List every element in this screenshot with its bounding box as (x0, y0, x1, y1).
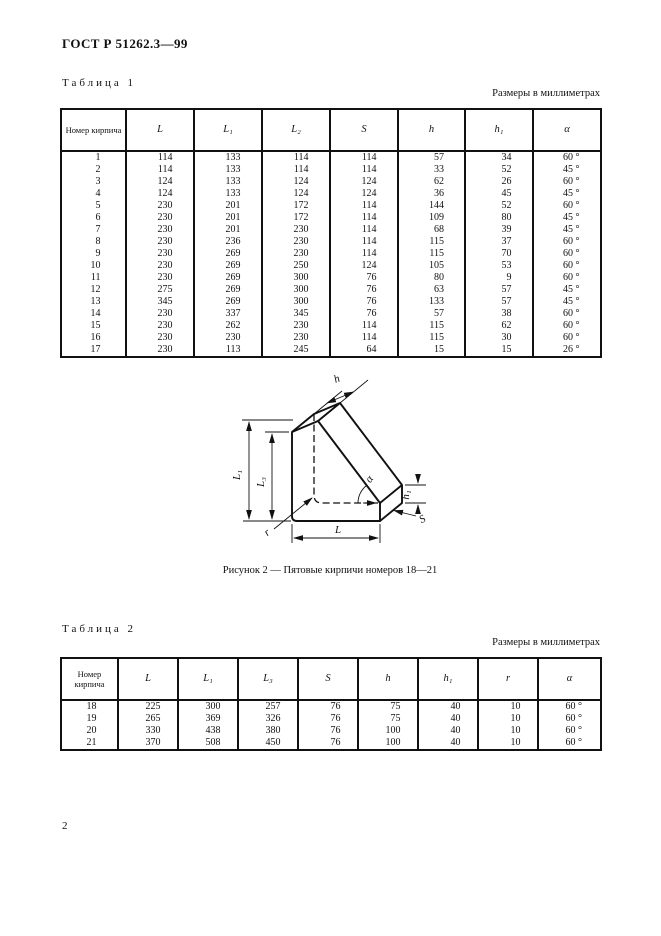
column-header: L₁ (178, 658, 238, 700)
table-cell: 30 (465, 332, 533, 344)
dim-label-h: h (332, 372, 342, 386)
table-cell: 60 ° (538, 737, 601, 750)
table-cell: 230 (126, 224, 194, 236)
table-cell: 60 ° (533, 272, 601, 284)
column-header: h₁ (418, 658, 478, 700)
table-cell: 100 (358, 737, 418, 750)
table-cell: 230 (126, 212, 194, 224)
table-cell: 300 (262, 296, 330, 308)
table-cell: 300 (262, 284, 330, 296)
table-cell: 26 ° (533, 344, 601, 357)
table-cell: 60 ° (533, 236, 601, 248)
table-cell: 21 (86, 737, 97, 748)
table-cell: 10 (90, 260, 101, 271)
table-cell: 265 (118, 713, 178, 725)
table-cell: 64 (330, 344, 398, 357)
table-cell: 124 (330, 176, 398, 188)
table-cell: 114 (126, 151, 194, 164)
table-cell: 75 (358, 713, 418, 725)
table-cell: 57 (465, 284, 533, 296)
table-cell: 15 (398, 344, 465, 357)
table-cell: 245 (262, 344, 330, 357)
table2-units-note: Размеры в миллиметрах (492, 637, 600, 648)
table-cell: 60 ° (533, 151, 601, 164)
table-cell: 269 (194, 260, 262, 272)
table-cell: 109 (398, 212, 465, 224)
column-header: h₁ (465, 109, 533, 151)
table-cell: 133 (194, 151, 262, 164)
table-cell: 1 (95, 152, 101, 163)
table-cell: 300 (262, 272, 330, 284)
table-cell: 15 (465, 344, 533, 357)
table-row (61, 296, 601, 308)
table-cell: 230 (126, 320, 194, 332)
table-cell: 76 (298, 700, 358, 713)
table-row (61, 284, 601, 296)
table-cell: 230 (262, 332, 330, 344)
table-cell: 40 (418, 737, 478, 750)
table-cell: 76 (298, 737, 358, 750)
table-cell: 230 (194, 332, 262, 344)
table1-units-note: Размеры в миллиметрах (492, 88, 600, 99)
table-row (61, 344, 601, 357)
table-cell: 80 (398, 272, 465, 284)
table-cell: 345 (262, 308, 330, 320)
table-cell: 114 (262, 151, 330, 164)
table-cell: 230 (262, 224, 330, 236)
table-cell: 5 (95, 200, 101, 211)
table-cell: 20 (86, 725, 97, 736)
column-header: α (533, 109, 601, 151)
table-cell: 230 (126, 308, 194, 320)
column-header: α (538, 658, 601, 700)
table-cell: 124 (330, 188, 398, 200)
table-row (61, 260, 601, 272)
table-cell: 201 (194, 224, 262, 236)
column-header: Номер кирпича (61, 658, 118, 700)
table-cell: 380 (238, 725, 298, 737)
table-row (61, 272, 601, 284)
table-cell: 57 (465, 296, 533, 308)
table-cell: 230 (262, 320, 330, 332)
table-cell: 80 (465, 212, 533, 224)
figure-caption: Рисунок 2 — Пятовые кирпичи номеров 18—21 (222, 565, 438, 576)
table-cell: 57 (398, 308, 465, 320)
table-row (61, 248, 601, 260)
table-cell: 115 (398, 236, 465, 248)
table-cell: 75 (358, 700, 418, 713)
table-cell: 19 (86, 713, 97, 724)
table-cell: 37 (465, 236, 533, 248)
table-cell: 230 (126, 200, 194, 212)
table-cell: 144 (398, 200, 465, 212)
table-cell: 124 (330, 260, 398, 272)
table-2 (60, 657, 602, 751)
table-cell: 369 (178, 713, 238, 725)
table-cell: 60 ° (538, 713, 601, 725)
table-cell: 100 (358, 725, 418, 737)
table-cell: 45 ° (533, 296, 601, 308)
table2-label: Таблица 2 (62, 623, 137, 635)
table-cell: 262 (194, 320, 262, 332)
table-cell: 60 ° (533, 308, 601, 320)
table-cell: 57 (398, 151, 465, 164)
table-row (61, 212, 601, 224)
table-cell: 201 (194, 200, 262, 212)
table-row (61, 332, 601, 344)
table-cell: 114 (262, 164, 330, 176)
table-cell: 18 (86, 701, 97, 712)
table-cell: 115 (398, 320, 465, 332)
table-cell: 230 (126, 248, 194, 260)
table-cell: 8 (95, 236, 101, 247)
table-cell: 114 (330, 248, 398, 260)
table-cell: 6 (95, 212, 101, 223)
table-cell: 53 (465, 260, 533, 272)
table-cell: 124 (262, 188, 330, 200)
table-cell: 10 (478, 700, 538, 713)
table-cell: 450 (238, 737, 298, 750)
table-cell: 236 (194, 236, 262, 248)
table-cell: 9 (95, 248, 101, 259)
column-header: r (478, 658, 538, 700)
table-cell: 15 (90, 320, 101, 331)
table-row (61, 700, 601, 713)
dim-label-l3: L₃ (255, 477, 267, 487)
table-cell: 45 ° (533, 212, 601, 224)
table-cell: 508 (178, 737, 238, 750)
table-cell: 250 (262, 260, 330, 272)
table-cell: 172 (262, 200, 330, 212)
table-cell: 76 (330, 272, 398, 284)
table-cell: 115 (398, 332, 465, 344)
table-row (61, 236, 601, 248)
table-cell: 105 (398, 260, 465, 272)
table-cell: 17 (90, 344, 101, 355)
table-cell: 124 (262, 176, 330, 188)
table-cell: 14 (90, 308, 101, 319)
standard-number-header: ГОСТ Р 51262.3—99 (62, 36, 188, 51)
table-cell: 114 (330, 200, 398, 212)
table-cell: 13 (90, 296, 101, 307)
table-cell: 52 (465, 200, 533, 212)
table-cell: 114 (330, 224, 398, 236)
table-cell: 68 (398, 224, 465, 236)
page-number: 2 (62, 820, 68, 832)
table-cell: 172 (262, 212, 330, 224)
table-cell: 3 (95, 176, 101, 187)
table-cell: 345 (126, 296, 194, 308)
table-cell: 52 (465, 164, 533, 176)
table-cell: 40 (418, 725, 478, 737)
table-cell: 257 (238, 700, 298, 713)
table-cell: 36 (398, 188, 465, 200)
table-cell: 7 (95, 224, 101, 235)
table-row (61, 164, 601, 176)
table-cell: 115 (398, 248, 465, 260)
table-cell: 60 ° (533, 176, 601, 188)
dimension-lines (242, 380, 426, 543)
table-cell: 76 (330, 284, 398, 296)
table-cell: 114 (330, 236, 398, 248)
table-cell: 133 (398, 296, 465, 308)
table-cell: 230 (262, 236, 330, 248)
table-cell: 275 (126, 284, 194, 296)
column-header: h (358, 658, 418, 700)
table-cell: 230 (126, 260, 194, 272)
column-header: Номер кирпича (61, 109, 126, 151)
dim-label-r: r (261, 526, 273, 539)
table-cell: 60 ° (533, 200, 601, 212)
table-cell: 114 (330, 332, 398, 344)
table-cell: 45 ° (533, 224, 601, 236)
table-cell: 326 (238, 713, 298, 725)
dim-label-l1: L₁ (231, 470, 243, 480)
table-cell: 39 (465, 224, 533, 236)
table-cell: 114 (126, 164, 194, 176)
table-cell: 60 ° (533, 332, 601, 344)
table-cell: 124 (126, 176, 194, 188)
dim-label-h1: h₁ (400, 490, 412, 500)
column-header: h (398, 109, 465, 151)
column-header: S (298, 658, 358, 700)
table-cell: 60 ° (533, 260, 601, 272)
table-cell: 45 ° (533, 188, 601, 200)
table-cell: 60 ° (538, 725, 601, 737)
table-cell: 10 (478, 737, 538, 750)
table1-label: Таблица 1 (62, 77, 137, 89)
column-header: L₃ (238, 658, 298, 700)
table-row (61, 200, 601, 212)
table-1 (60, 108, 602, 358)
table-cell: 10 (478, 713, 538, 725)
table-cell: 230 (126, 272, 194, 284)
table-cell: 12 (90, 284, 101, 295)
dim-label-s: S (417, 512, 428, 526)
table-cell: 269 (194, 296, 262, 308)
table-cell: 114 (330, 212, 398, 224)
table-cell: 230 (262, 248, 330, 260)
table-row (61, 224, 601, 236)
table-cell: 16 (90, 332, 101, 343)
column-header: L (118, 658, 178, 700)
table-cell: 9 (465, 272, 533, 284)
table-cell: 201 (194, 212, 262, 224)
column-header: S (330, 109, 398, 151)
table-cell: 60 ° (533, 248, 601, 260)
table-cell: 40 (418, 713, 478, 725)
table-cell: 438 (178, 725, 238, 737)
table-row (61, 176, 601, 188)
table-cell: 269 (194, 272, 262, 284)
table-cell: 114 (330, 151, 398, 164)
table-row (61, 308, 601, 320)
table-cell: 33 (398, 164, 465, 176)
table-cell: 62 (398, 176, 465, 188)
table-cell: 76 (330, 308, 398, 320)
table-cell: 269 (194, 284, 262, 296)
table-row (61, 725, 601, 737)
table-cell: 114 (330, 320, 398, 332)
table-cell: 76 (330, 296, 398, 308)
table-cell: 124 (126, 188, 194, 200)
table-cell: 63 (398, 284, 465, 296)
table-cell: 62 (465, 320, 533, 332)
table-cell: 45 (465, 188, 533, 200)
table-row (61, 713, 601, 725)
table-cell: 4 (95, 188, 101, 199)
table-cell: 133 (194, 188, 262, 200)
table-cell: 114 (330, 164, 398, 176)
table-cell: 76 (298, 725, 358, 737)
table-cell: 230 (126, 236, 194, 248)
table-cell: 11 (90, 272, 101, 283)
table-row (61, 151, 601, 164)
table-cell: 26 (465, 176, 533, 188)
table-cell: 230 (126, 344, 194, 357)
column-header: L₁ (194, 109, 262, 151)
table-cell: 113 (194, 344, 262, 357)
table-cell: 40 (418, 700, 478, 713)
table-row (61, 737, 601, 750)
table-cell: 60 ° (533, 320, 601, 332)
table-cell: 45 ° (533, 284, 601, 296)
table-cell: 370 (118, 737, 178, 750)
table-cell: 230 (126, 332, 194, 344)
table-cell: 269 (194, 248, 262, 260)
table-cell: 45 ° (533, 164, 601, 176)
dim-label-alpha: α (362, 473, 377, 486)
table-row (61, 320, 601, 332)
table-row (61, 188, 601, 200)
table-cell: 38 (465, 308, 533, 320)
table-cell: 60 ° (538, 700, 601, 713)
table-cell: 330 (118, 725, 178, 737)
table-cell: 76 (298, 713, 358, 725)
table-cell: 34 (465, 151, 533, 164)
dim-label-l: L (334, 524, 342, 536)
column-header: L (126, 109, 194, 151)
table-cell: 10 (478, 725, 538, 737)
table-cell: 225 (118, 700, 178, 713)
column-header: L₂ (262, 109, 330, 151)
figure-brick-diagram (225, 370, 465, 576)
table-cell: 133 (194, 176, 262, 188)
table-cell: 2 (95, 164, 101, 175)
table-cell: 133 (194, 164, 262, 176)
table-cell: 70 (465, 248, 533, 260)
table-cell: 337 (194, 308, 262, 320)
table-cell: 300 (178, 700, 238, 713)
